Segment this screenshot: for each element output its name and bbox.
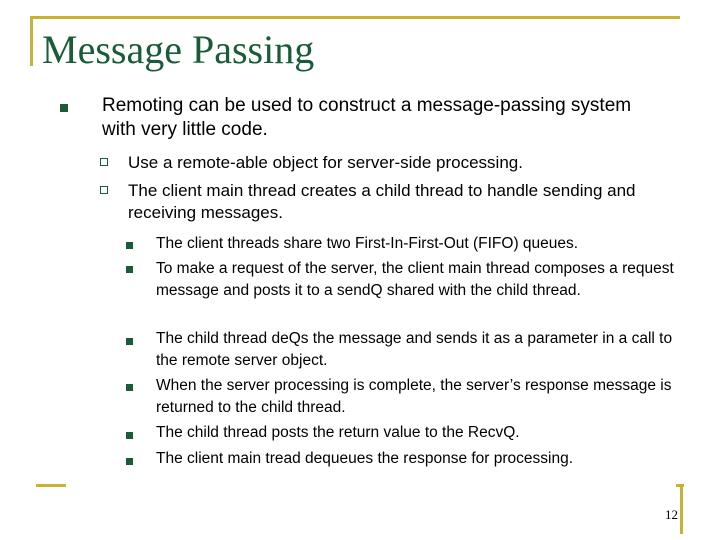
bullet-square-icon [126,384,133,391]
bullet-square-icon [126,242,133,249]
bullet-level3: The child thread posts the return value to the RecvQ. [156,424,520,441]
right-rule [680,484,683,534]
bullet-square-icon [126,266,133,273]
bullet-level3: When the server processing is complete, the server’s response message is returned to the child thread. [156,377,672,416]
bullet-level2: The client main thread creates a child thread to handle sending and receiving messages. [128,181,636,222]
bullet-square-icon [126,432,133,439]
page-number: 12 [665,507,678,522]
bullet-square-icon [60,104,68,112]
top-rule [30,16,680,19]
bullet-level3: The client main tread dequeues the response for processing. [156,450,574,467]
bullet-level1: Remoting can be used to construct a message-passing system with very little code. [102,95,632,140]
bottom-rule-left [36,484,66,487]
bullet-level2: Use a remote-able object for server-side processing. [128,153,523,172]
bullet-level3: The child thread deQs the message and sends it as a parameter in a call to the remote server object. [156,330,673,369]
bullet-hollow-square-icon [100,158,108,166]
left-rule [30,16,33,66]
bullet-hollow-square-icon [100,186,108,194]
bullet-square-icon [126,338,133,345]
slide-title: Message Passing [42,27,315,72]
bullet-square-icon [126,458,133,465]
bullet-level3: To make a request of the server, the client main thread composes a request message and posts it to a sendQ shared with the child thread. [156,260,674,299]
bullet-level3: The client threads share two First-In-First-Out (FIFO) queues. [156,235,579,252]
